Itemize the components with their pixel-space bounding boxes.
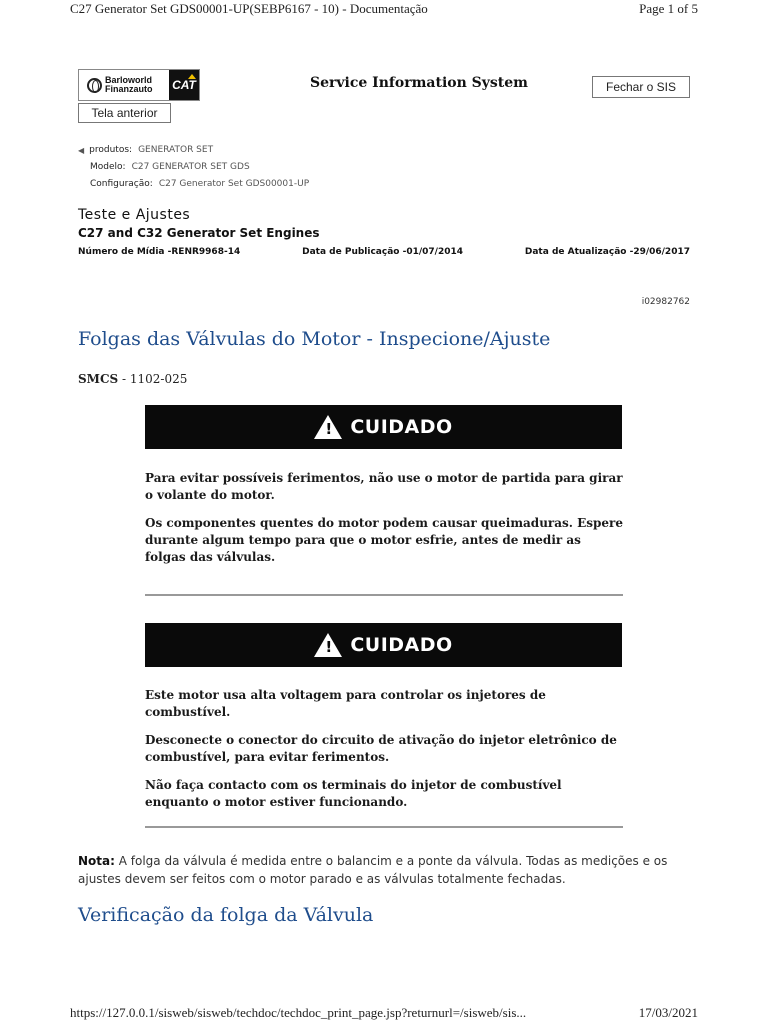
previous-screen-button[interactable]: Tela anterior (78, 103, 171, 123)
breadcrumb-products[interactable] (78, 142, 309, 159)
breadcrumb-model-value[interactable]: C27 GENERATOR SET GDS (131, 162, 250, 172)
barloworld-cat-logo (78, 69, 200, 101)
globe-icon (87, 78, 102, 93)
cat-logo-icon: CAT (169, 70, 199, 100)
update-date: Data de Atualização -29/06/2017 (524, 247, 690, 257)
divider (145, 826, 623, 828)
caution-banner-2 (145, 623, 622, 667)
media-number: Número de Mídia -RENR9968-14 (78, 247, 241, 257)
caution-label-1: CUIDADO (350, 416, 453, 438)
smcs-value: - 1102-025 (118, 372, 188, 386)
breadcrumb-model[interactable] (78, 159, 309, 176)
document-type: Teste e Ajustes (78, 207, 191, 223)
document-subtitle: C27 and C32 Generator Set Engines (78, 226, 320, 240)
breadcrumb (78, 142, 309, 193)
footer-url: https://127.0.0.1/sisweb/sisweb/techdoc/techdoc_print_page.jsp?returnurl=/sisweb/sis... (70, 1005, 527, 1020)
logo-text (105, 76, 165, 94)
breadcrumb-products-value[interactable]: GENERATOR SET (138, 145, 214, 155)
print-title: C27 Generator Set GDS00001-UP(SEBP6167 - 10) - Documentação (70, 1, 428, 16)
caution-label-2: CUIDADO (350, 634, 453, 656)
reference-id: i02982762 (641, 297, 690, 307)
system-title: Service Information System (310, 75, 528, 91)
page-title: Folgas das Válvulas do Motor - Inspecione/Ajuste (78, 328, 551, 350)
caution-paragraph: Os componentes quentes do motor podem causar queimaduras. Espere durante algum tempo para que o motor esfrie, antes de medir as folgas das válvulas. (145, 516, 624, 564)
breadcrumb-config-label: Configuração: (90, 179, 153, 189)
breadcrumb-products-label: produtos: (89, 145, 133, 155)
logo-line1: Barloworld (105, 75, 153, 85)
back-arrow-icon[interactable]: ◀ (78, 146, 85, 155)
note (78, 852, 698, 888)
smcs-label: SMCS (78, 372, 119, 386)
print-footer (70, 1002, 698, 1024)
breadcrumb-config-value[interactable]: C27 Generator Set GDS00001-UP (158, 179, 310, 189)
page-number: Page 1 of 5 (639, 1, 698, 16)
warning-triangle-icon: ! (314, 415, 342, 439)
close-sis-button[interactable]: Fechar o SIS (592, 76, 690, 98)
note-label: Nota: (78, 854, 115, 868)
breadcrumb-config[interactable] (78, 176, 309, 193)
caution-text-2 (145, 687, 625, 822)
warning-triangle-icon: ! (314, 633, 342, 657)
caution-paragraph: Desconecte o conector do circuito de ativação do injetor eletrônico de combustível, para evitar ferimentos. (145, 733, 617, 764)
caution-banner-1 (145, 405, 622, 449)
divider (145, 594, 623, 596)
publication-date: Data de Publicação -01/07/2014 (302, 247, 463, 257)
caution-paragraph: Para evitar possíveis ferimentos, não use o motor de partida para girar o volante do motor. (145, 471, 623, 502)
smcs-code (78, 372, 187, 386)
logo-line2: Finanzauto (105, 84, 153, 94)
caution-text-1 (145, 470, 625, 577)
caution-paragraph: Este motor usa alta voltagem para controlar os injetores de combustível. (145, 688, 546, 719)
note-text: A folga da válvula é medida entre o balancim e a ponte da válvula. Todas as medições e os ajustes devem ser feitos com o motor parado e as válvulas totalmente fechadas. (78, 854, 668, 886)
footer-date: 17/03/2021 (638, 1005, 698, 1020)
print-header (70, 0, 698, 20)
section-heading: Verificação da folga da Válvula (78, 904, 374, 926)
caution-paragraph: Não faça contacto com os terminais do injetor de combustível enquanto o motor estiver funcionando. (145, 778, 562, 809)
document-meta (78, 247, 690, 257)
breadcrumb-model-label: Modelo: (90, 162, 126, 172)
